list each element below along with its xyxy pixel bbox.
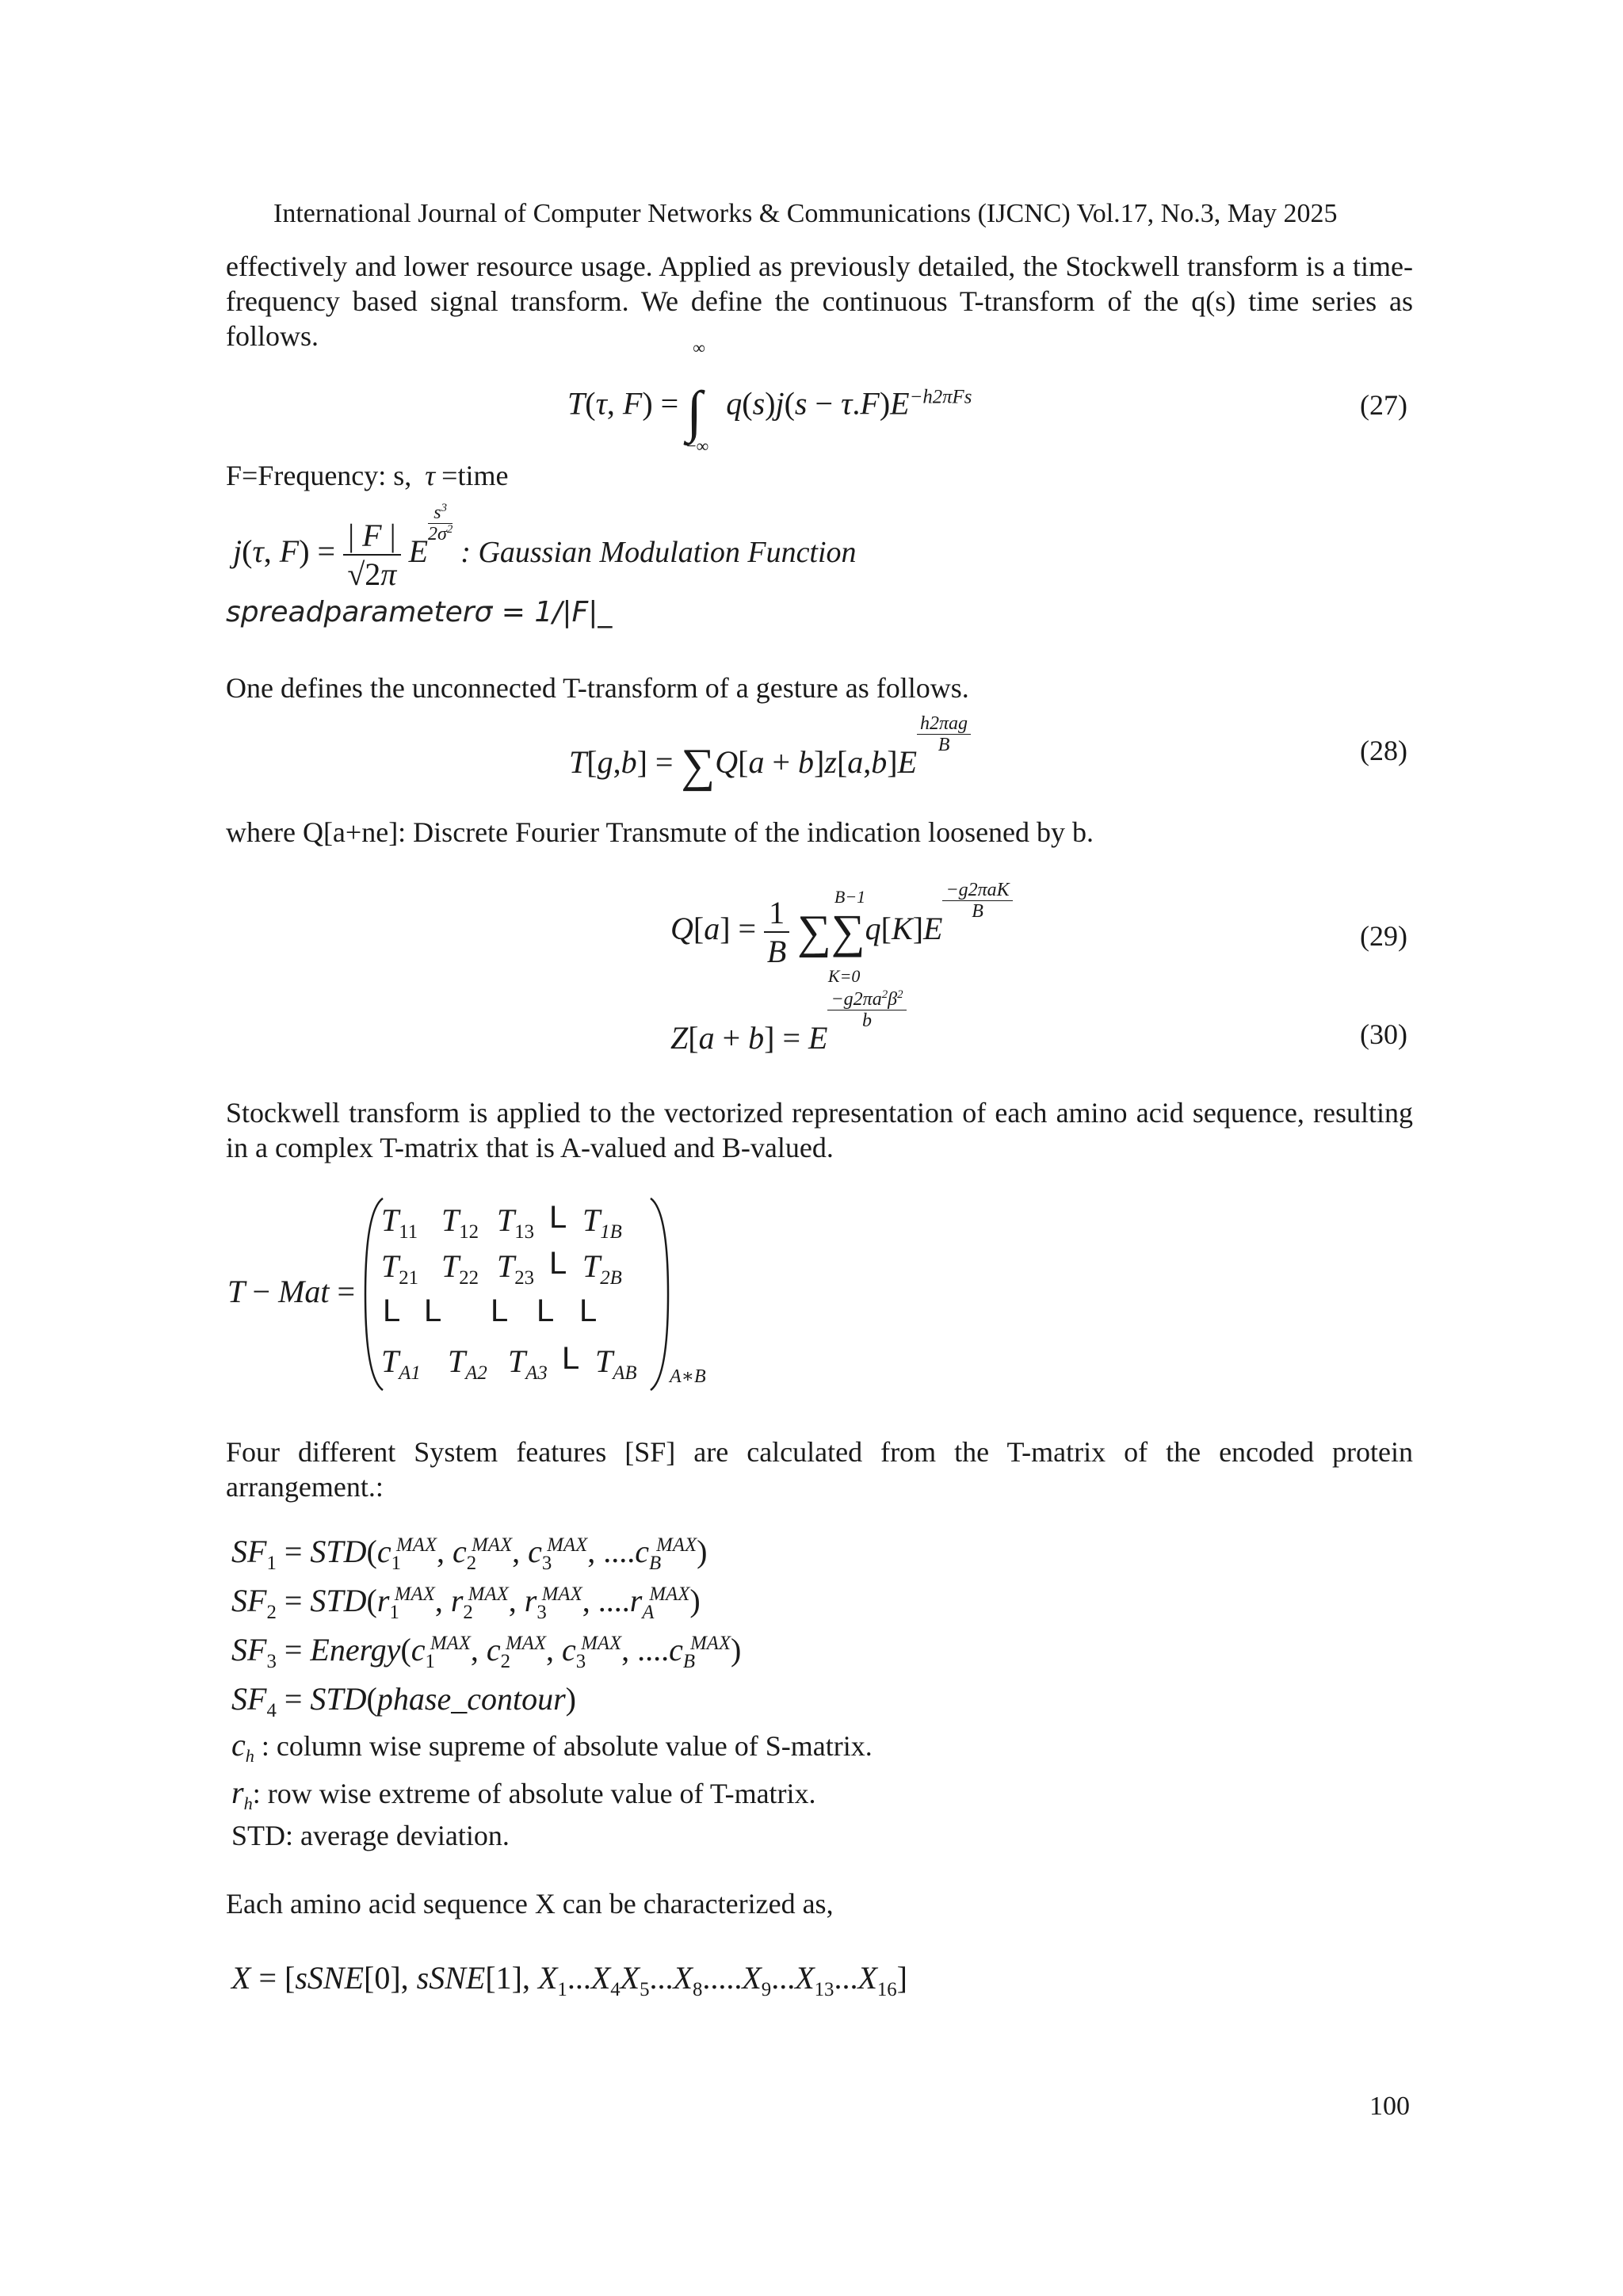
t-matrix: T − Mat = $T_{11}$ $T_{12}$ $T_{13}$ L $T_{1B}$ $T_{21}$ $T_{22}$ $T_{23}$ L $T_{2B}$ L L L L L $T_{A1}$ $T_{A2}$ $T_{A3}$ L $T_{AB}$ A∗B (226, 1189, 733, 1403)
equation-number-29: (29) (1360, 920, 1407, 952)
x-representation-equation: X = [sSNE[0], sSNE[1], $X_1...X_4X_5...X_8.....X_9...X_{13}...X_{16}$] (231, 1960, 907, 2000)
paragraph-fourier: where Q[a+ne]: Discrete Fourier Transmute of the indication loosened by b. (226, 816, 1094, 848)
definition-std: STD: average deviation. (231, 1820, 510, 1851)
spread-parameter: spreadparameterσ = 1/|F|_ (226, 596, 613, 628)
equation-29: Q[a] = $\frac{1}{B}$ ∑∑ B−1 K=0 q[K]E −g2πaK B (670, 880, 1013, 970)
sf2-equation: $SF_2 = STD(r_1^{MAX}$, $r_2^{MAX}$, $r_3^{MAX}$, $....r_A^{MAX}$) (231, 1583, 701, 1623)
matrix-right-paren (647, 1195, 671, 1393)
paragraph-stockwell: Stockwell transform is applied to the vectorized representation of each amino acid sequence, resulting in a complex T-matrix that is A-valued and B-valued. (226, 1097, 1413, 1163)
sf1-equation: $SF_1 = STD(c_1^{MAX}$, $c_2^{MAX}$, $c_3^{MAX}$, $....c_B^{MAX}$) (231, 1534, 708, 1574)
equation-28: T[g,b] = ∑Q[a + b]z[a,b]E h2πag B (569, 713, 971, 793)
paragraph-features: Four different System features [SF] are calculated from the T-matrix of the encoded protein arrangement.: (226, 1436, 1413, 1503)
paragraph-sequence: Each amino acid sequence X can be characterized as, (226, 1888, 834, 1920)
paragraph-intro: effectively and lower resource usage. Applied as previously detailed, the Stockwell transform is a time-frequency based signal transform. We define the continuous T-transform of the q(s) time series as follows. (226, 250, 1413, 352)
running-head: International Journal of Computer Networks & Communications (IJCNC) Vol.17, No.3, May 2025 (273, 199, 1338, 228)
equation-number-30: (30) (1360, 1018, 1407, 1050)
sf3-equation: $SF_3$ = $Energy(c_1^{MAX}$, $c_2^{MAX}$, $c_3^{MAX}$, $....c_B^{MAX}$) (231, 1632, 742, 1672)
page-number: 100 (1369, 2092, 1410, 2121)
paragraph-discrete-transform: One defines the unconnected T-transform of a gesture as follows. (226, 672, 969, 704)
definition-c: $c_h$ : column wise supreme of absolute value of S-matrix. (231, 1727, 873, 1767)
definition-c-text: : column wise supreme of absolute value of S-matrix. (261, 1730, 873, 1762)
frequency-definition-b: =time (441, 460, 509, 491)
sf4-equation: $SF_4$ = STD(phase_contour) (231, 1681, 576, 1721)
frequency-definition-a: F=Frequency: s, (226, 460, 412, 491)
equation-number-28: (28) (1360, 735, 1407, 766)
frequency-definition: F=Frequency: s, τ =time (226, 460, 509, 491)
spread-parameter-text: spreadparameterσ = 1/|F| (226, 596, 598, 628)
equation-number-27: (27) (1360, 389, 1407, 421)
definition-r: $r_h$: row wise extreme of absolute value of T-matrix. (231, 1775, 816, 1814)
gaussian-function: j(τ, F) = $\frac{| F |}{√2\pi}$ E $\frac{s^3}{2\sigma^2}$ : Gaussian Modulation Function (233, 502, 857, 592)
equation-27: T(τ, F) = ∫ ∞ −∞ $q(s)j(s - \tau.F)E^{-h2\pi Fs}$ (567, 338, 972, 456)
gaussian-label: : Gaussian Modulation Function (460, 536, 857, 569)
equation-30: Z[a + b] = E $\frac{-g2\pi a^2\beta^2}{b}$ (670, 989, 907, 1056)
definition-r-text: : row wise extreme of absolute value of T-matrix. (252, 1778, 816, 1809)
